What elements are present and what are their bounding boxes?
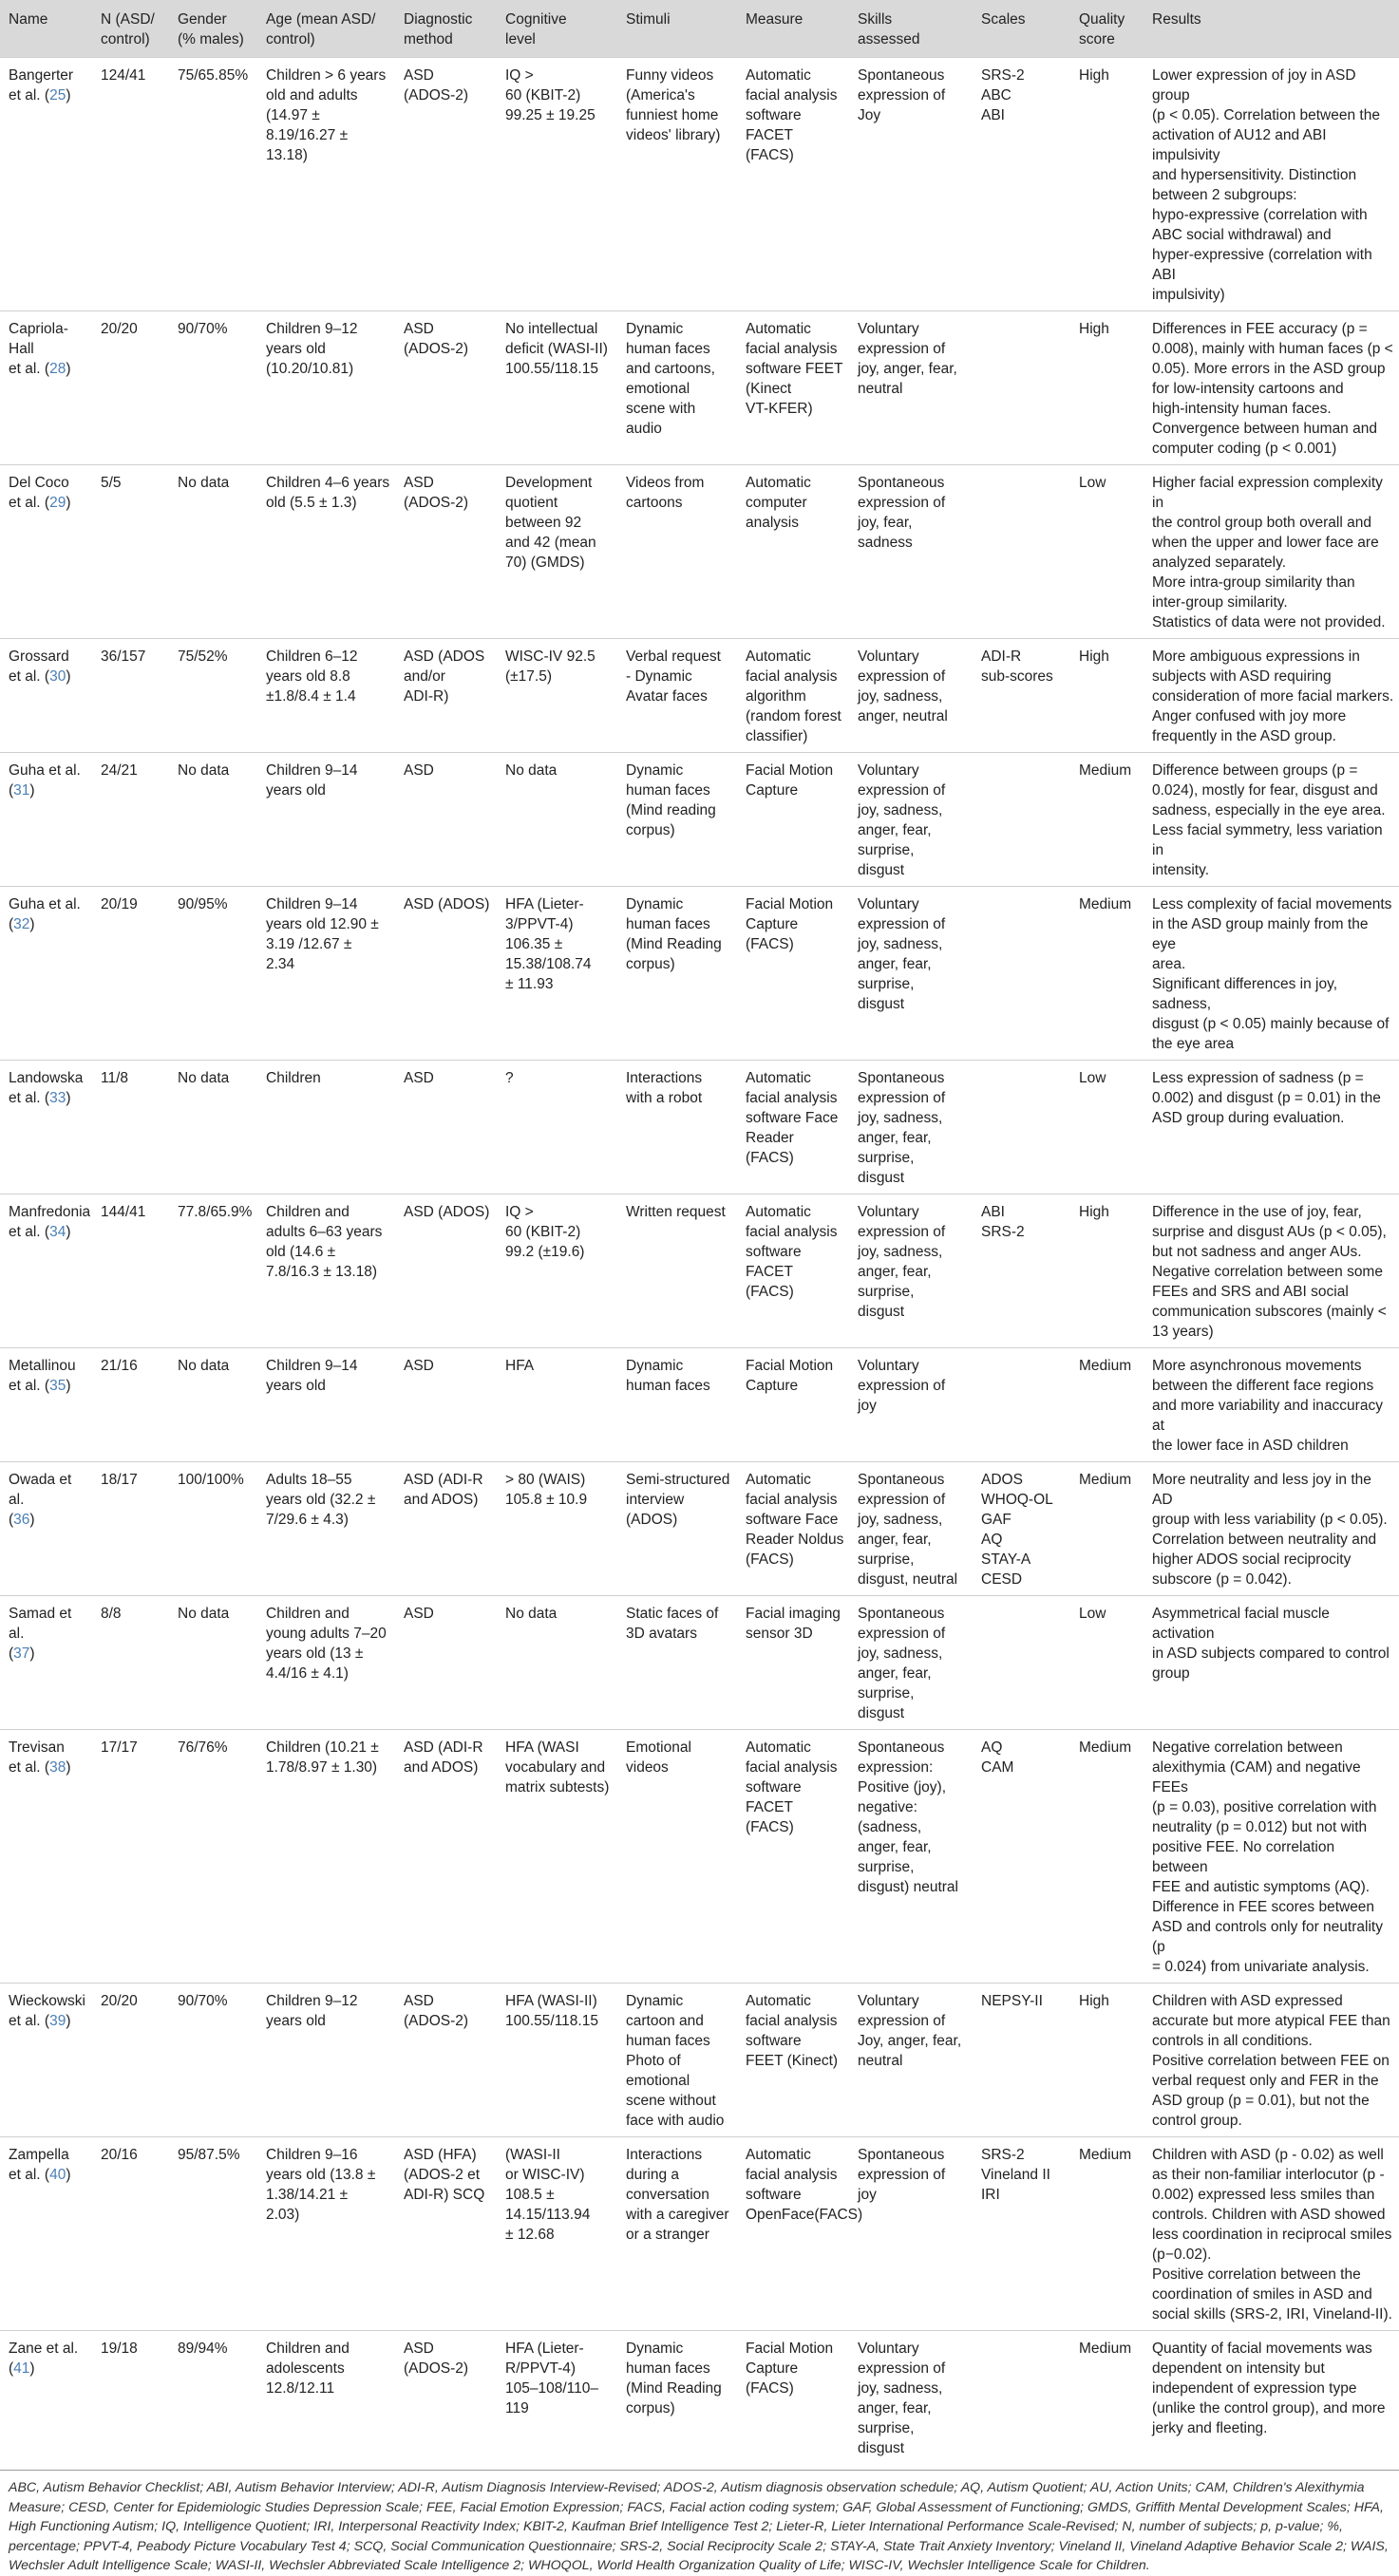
- cell-skills-assessed: Voluntary expression of joy, sadness, anger, fear, surprise, disgust: [849, 753, 973, 887]
- cell-scales: [973, 2331, 1070, 2465]
- cell-scales: [973, 887, 1070, 1061]
- author-name-end: ): [29, 1512, 35, 1528]
- cell-cognitive-level: No data: [497, 1596, 617, 1730]
- cell-stimuli: Dynamic human faces: [617, 1348, 737, 1462]
- header-quality-score: Quality score: [1070, 0, 1144, 58]
- author-name: Guha et al. (: [9, 762, 81, 799]
- cell-stimuli: Verbal request - Dynamic Avatar faces: [617, 639, 737, 753]
- cell-gender: 90/70%: [169, 311, 257, 465]
- cell-measure: Automatic facial analysis software FACET (FACS): [737, 1194, 849, 1348]
- cell-stimuli: Interactions during a conversation with a caregiver or a stranger: [617, 2137, 737, 2331]
- cell-gender: No data: [169, 1596, 257, 1730]
- reference-link[interactable]: 29: [49, 495, 66, 511]
- cell-age: Children 9–14 years old: [257, 753, 395, 887]
- author-name-end: ): [66, 2013, 71, 2029]
- cell-age: Children (10.21 ± 1.78/8.97 ± 1.30): [257, 1730, 395, 1984]
- cell-measure: Facial imaging sensor 3D: [737, 1596, 849, 1730]
- cell-gender: 89/94%: [169, 2331, 257, 2465]
- cell-diagnostic-method: ASD (ADOS): [395, 1194, 497, 1348]
- cell-cognitive-level: (WASI-II or WISC-IV) 108.5 ± 14.15/113.94 ± 12.68: [497, 2137, 617, 2331]
- header-age: Age (mean ASD/ control): [257, 0, 395, 58]
- cell-measure: Automatic computer analysis: [737, 465, 849, 639]
- cell-name: [0, 311, 92, 465]
- cell-scales: [973, 1348, 1070, 1462]
- cell-gender: 90/70%: [169, 1984, 257, 2137]
- table-header: [0, 0, 1399, 58]
- cell-stimuli: Static faces of 3D avatars: [617, 1596, 737, 1730]
- cell-gender: 100/100%: [169, 1462, 257, 1596]
- cell-diagnostic-method: ASD (ADOS-2): [395, 2331, 497, 2465]
- cell-cognitive-level: IQ > 60 (KBIT-2) 99.2 (±19.6): [497, 1194, 617, 1348]
- cell-scales: [973, 1596, 1070, 1730]
- cell-scales: [973, 1061, 1070, 1194]
- header-measure: Measure: [737, 0, 849, 58]
- author-name: Metallinou et al. (: [9, 1358, 76, 1394]
- cell-age: Children 9–14 years old: [257, 1348, 395, 1462]
- cell-scales: [973, 753, 1070, 887]
- reference-link[interactable]: 38: [49, 1759, 66, 1776]
- cell-diagnostic-method: ASD: [395, 1348, 497, 1462]
- cell-n: 17/17: [92, 1730, 169, 1984]
- table-body: [0, 58, 1399, 2465]
- cell-gender: 75/52%: [169, 639, 257, 753]
- cell-measure: Facial Motion Capture (FACS): [737, 2331, 849, 2465]
- cell-skills-assessed: Voluntary expression of joy, sadness, anger, fear, surprise, disgust: [849, 2331, 973, 2465]
- cell-skills-assessed: Voluntary expression of joy, sadness, anger, neutral: [849, 639, 973, 753]
- cell-quality-score: Low: [1070, 1596, 1144, 1730]
- author-name-end: ): [29, 2360, 35, 2377]
- table-row: [0, 2331, 1399, 2465]
- cell-measure: Automatic facial analysis software FEET (Kinect): [737, 1984, 849, 2137]
- cell-diagnostic-method: ASD: [395, 1596, 497, 1730]
- cell-quality-score: Low: [1070, 465, 1144, 639]
- cell-skills-assessed: Spontaneous expression of joy, sadness, anger, fear, surprise, disgust, neutral: [849, 1462, 973, 1596]
- cell-diagnostic-method: ASD (ADOS-2): [395, 1984, 497, 2137]
- cell-cognitive-level: HFA (WASI vocabulary and matrix subtests): [497, 1730, 617, 1984]
- table-row: [0, 753, 1399, 887]
- cell-name: [0, 1462, 92, 1596]
- cell-quality-score: Medium: [1070, 1348, 1144, 1462]
- table-row: [0, 1462, 1399, 1596]
- reference-link[interactable]: 31: [13, 782, 30, 799]
- cell-diagnostic-method: ASD (ADOS-2): [395, 465, 497, 639]
- cell-age: Children: [257, 1061, 395, 1194]
- cell-age: Children 6–12 years old 8.8 ±1.8/8.4 ± 1.4: [257, 639, 395, 753]
- cell-n: 20/19: [92, 887, 169, 1061]
- cell-diagnostic-method: ASD (ADOS-2): [395, 311, 497, 465]
- table-row: [0, 465, 1399, 639]
- cell-results: More neutrality and less joy in the AD group with less variability (p < 0.05). Correlation between neutrality and higher ADOS social reciprocity subscore (p = 0.042).: [1144, 1462, 1399, 1596]
- cell-results: More asynchronous movements between the different face regions and more variability and inaccuracy at the lower face in ASD children: [1144, 1348, 1399, 1462]
- cell-measure: Facial Motion Capture: [737, 753, 849, 887]
- cell-n: 11/8: [92, 1061, 169, 1194]
- cell-scales: [973, 311, 1070, 465]
- author-name: Zampella et al. (: [9, 2147, 69, 2183]
- cell-stimuli: Dynamic human faces (Mind Reading corpus): [617, 2331, 737, 2465]
- cell-quality-score: Medium: [1070, 1462, 1144, 1596]
- author-name: Bangerter et al. (: [9, 67, 74, 103]
- cell-age: Children 9–14 years old 12.90 ± 3.19 /12.67 ± 2.34: [257, 887, 395, 1061]
- reference-link[interactable]: 28: [49, 361, 66, 377]
- cell-cognitive-level: WISC-IV 92.5 (±17.5): [497, 639, 617, 753]
- cell-gender: No data: [169, 1348, 257, 1462]
- cell-n: 19/18: [92, 2331, 169, 2465]
- reference-link[interactable]: 37: [13, 1645, 30, 1662]
- table-row: [0, 1730, 1399, 1984]
- cell-n: 20/20: [92, 311, 169, 465]
- cell-measure: Facial Motion Capture (FACS): [737, 887, 849, 1061]
- cell-measure: Automatic facial analysis algorithm (random forest classifier): [737, 639, 849, 753]
- cell-age: Children 9–12 years old: [257, 1984, 395, 2137]
- cell-skills-assessed: Spontaneous expression of joy, sadness, anger, fear, surprise, disgust: [849, 1596, 973, 1730]
- cell-results: Less expression of sadness (p = 0.002) and disgust (p = 0.01) in the ASD group during evaluation.: [1144, 1061, 1399, 1194]
- cell-measure: Automatic facial analysis software OpenFace(FACS): [737, 2137, 849, 2331]
- cell-quality-score: Low: [1070, 1061, 1144, 1194]
- cell-cognitive-level: Development quotient between 92 and 42 (mean 70) (GMDS): [497, 465, 617, 639]
- cell-name: [0, 887, 92, 1061]
- cell-cognitive-level: HFA (Lieter- R/PPVT-4) 105–108/110– 119: [497, 2331, 617, 2465]
- table-row: [0, 1194, 1399, 1348]
- cell-n: 21/16: [92, 1348, 169, 1462]
- reference-link[interactable]: 32: [13, 916, 30, 932]
- header-gender: Gender (% males): [169, 0, 257, 58]
- author-name: Trevisan et al. (: [9, 1739, 65, 1776]
- cell-quality-score: Medium: [1070, 753, 1144, 887]
- cell-measure: Automatic facial analysis software FACET (FACS): [737, 1730, 849, 1984]
- cell-skills-assessed: Spontaneous expression of joy: [849, 2137, 973, 2331]
- author-name: Samad et al. (: [9, 1606, 72, 1662]
- cell-n: 8/8: [92, 1596, 169, 1730]
- author-name-end: ): [66, 1759, 71, 1776]
- cell-scales: ADOS WHOQ-OL GAF AQ STAY-A CESD: [973, 1462, 1070, 1596]
- cell-skills-assessed: Voluntary expression of joy, sadness, anger, fear, surprise, disgust: [849, 1194, 973, 1348]
- cell-cognitive-level: No intellectual deficit (WASI-II) 100.55/118.15: [497, 311, 617, 465]
- cell-n: 144/41: [92, 1194, 169, 1348]
- cell-n: 36/157: [92, 639, 169, 753]
- header-cognitive-level: Cognitive level: [497, 0, 617, 58]
- cell-stimuli: Semi-structured interview (ADOS): [617, 1462, 737, 1596]
- header-n: N (ASD/ control): [92, 0, 169, 58]
- reference-link[interactable]: 39: [49, 2013, 66, 2029]
- header-scales: Scales: [973, 0, 1070, 58]
- cell-name: [0, 1194, 92, 1348]
- cell-diagnostic-method: ASD (ADOS and/or ADI-R): [395, 639, 497, 753]
- cell-measure: Automatic facial analysis software Face Reader (FACS): [737, 1061, 849, 1194]
- cell-stimuli: Dynamic human faces (Mind Reading corpus): [617, 887, 737, 1061]
- cell-scales: [973, 465, 1070, 639]
- cell-quality-score: High: [1070, 58, 1144, 311]
- cell-age: Children 9–12 years old (10.20/10.81): [257, 311, 395, 465]
- cell-diagnostic-method: ASD: [395, 753, 497, 887]
- cell-scales: ABI SRS-2: [973, 1194, 1070, 1348]
- author-name: Guha et al. (: [9, 896, 81, 932]
- author-name: Manfredonia et al. (: [9, 1204, 91, 1240]
- cell-skills-assessed: Voluntary expression of Joy, anger, fear, neutral: [849, 1984, 973, 2137]
- cell-measure: Facial Motion Capture: [737, 1348, 849, 1462]
- cell-n: 18/17: [92, 1462, 169, 1596]
- cell-cognitive-level: > 80 (WAIS) 105.8 ± 10.9: [497, 1462, 617, 1596]
- table-row: [0, 311, 1399, 465]
- cell-n: 124/41: [92, 58, 169, 311]
- cell-name: [0, 1348, 92, 1462]
- cell-results: Higher facial expression complexity in the control group both overall and when the upper and lower face are analyzed separately. More intra-group similarity than inter-group similarity. Statistics of data were not provided.: [1144, 465, 1399, 639]
- header-diagnostic-method: Diagnostic method: [395, 0, 497, 58]
- cell-n: 20/16: [92, 2137, 169, 2331]
- cell-scales: ADI-R sub-scores: [973, 639, 1070, 753]
- cell-gender: No data: [169, 753, 257, 887]
- cell-quality-score: High: [1070, 1984, 1144, 2137]
- cell-name: [0, 753, 92, 887]
- cell-results: Differences in FEE accuracy (p = 0.008), mainly with human faces (p < 0.05). More errors in the ASD group for low-intensity cartoons and high-intensity human faces. Convergence between human and computer coding (p < 0.001): [1144, 311, 1399, 465]
- cell-skills-assessed: Spontaneous expression of joy, fear, sadness: [849, 465, 973, 639]
- cell-diagnostic-method: ASD: [395, 1061, 497, 1194]
- cell-diagnostic-method: ASD (ADI-R and ADOS): [395, 1730, 497, 1984]
- cell-gender: 77.8/65.9%: [169, 1194, 257, 1348]
- cell-cognitive-level: No data: [497, 753, 617, 887]
- cell-stimuli: Written request: [617, 1194, 737, 1348]
- cell-diagnostic-method: ASD (ADOS-2): [395, 58, 497, 311]
- author-name-end: ): [66, 1090, 71, 1106]
- cell-diagnostic-method: ASD (HFA) (ADOS-2 et ADI-R) SCQ: [395, 2137, 497, 2331]
- cell-name: [0, 1596, 92, 1730]
- cell-results: Difference in the use of joy, fear, surprise and disgust AUs (p < 0.05), but not sadness and anger AUs. Negative correlation between some FEEs and SRS and ABI social communication subscores (mainly < 13 years): [1144, 1194, 1399, 1348]
- header-results: Results: [1144, 0, 1399, 58]
- cell-name: [0, 2137, 92, 2331]
- cell-stimuli: Dynamic human faces and cartoons, emotional scene with audio: [617, 311, 737, 465]
- cell-name: [0, 465, 92, 639]
- author-name-end: ): [66, 1378, 71, 1394]
- cell-diagnostic-method: ASD (ADI-R and ADOS): [395, 1462, 497, 1596]
- table-row: [0, 1596, 1399, 1730]
- cell-skills-assessed: Voluntary expression of joy: [849, 1348, 973, 1462]
- author-name: Del Coco et al. (: [9, 475, 69, 511]
- cell-results: Lower expression of joy in ASD group (p < 0.05). Correlation between the activation of AU12 and ABI impulsivity and hypersensitivity. Distinction between 2 subgroups: hypo-expressive (correlation with ABC social withdrawal) and hyper-expressive (correlation with ABI impulsivity): [1144, 58, 1399, 311]
- cell-cognitive-level: ?: [497, 1061, 617, 1194]
- author-name-end: ): [66, 668, 71, 685]
- cell-cognitive-level: IQ > 60 (KBIT-2) 99.25 ± 19.25: [497, 58, 617, 311]
- cell-scales: SRS-2 Vineland II IRI: [973, 2137, 1070, 2331]
- table-row: [0, 887, 1399, 1061]
- reference-link[interactable]: 30: [49, 668, 66, 685]
- author-name-end: ): [66, 1224, 71, 1240]
- cell-skills-assessed: Spontaneous expression: Positive (joy), negative: (sadness, anger, fear, surprise, disgust) neutral: [849, 1730, 973, 1984]
- cell-stimuli: Dynamic human faces (Mind reading corpus): [617, 753, 737, 887]
- cell-gender: 95/87.5%: [169, 2137, 257, 2331]
- cell-age: Children and adolescents 12.8/12.11: [257, 2331, 395, 2465]
- cell-gender: No data: [169, 465, 257, 639]
- author-name-end: ): [29, 782, 35, 799]
- cell-results: Children with ASD expressed accurate but more atypical FEE than controls in all conditions. Positive correlation between FEE on verbal request only and FER in the ASD group (p = 0.01), but not the control group.: [1144, 1984, 1399, 2137]
- author-name-end: ): [66, 2167, 71, 2183]
- cell-results: Difference between groups (p = 0.024), mostly for fear, disgust and sadness, especially in the eye area. Less facial symmetry, less variation in intensity.: [1144, 753, 1399, 887]
- reference-link[interactable]: 41: [13, 2360, 30, 2377]
- cell-gender: 90/95%: [169, 887, 257, 1061]
- cell-gender: 75/65.85%: [169, 58, 257, 311]
- cell-n: 5/5: [92, 465, 169, 639]
- cell-results: Quantity of facial movements was dependent on intensity but independent of expression type (unlike the control group), and more jerky and fleeting.: [1144, 2331, 1399, 2465]
- cell-results: Asymmetrical facial muscle activation in ASD subjects compared to control group: [1144, 1596, 1399, 1730]
- cell-age: Children 4–6 years old (5.5 ± 1.3): [257, 465, 395, 639]
- cell-age: Children and adults 6–63 years old (14.6 ± 7.8/16.3 ± 13.18): [257, 1194, 395, 1348]
- cell-gender: No data: [169, 1061, 257, 1194]
- reference-link[interactable]: 40: [49, 2167, 66, 2183]
- cell-quality-score: High: [1070, 1194, 1144, 1348]
- cell-name: [0, 639, 92, 753]
- author-name-end: ): [66, 495, 71, 511]
- cell-name: [0, 1984, 92, 2137]
- cell-cognitive-level: HFA: [497, 1348, 617, 1462]
- author-name: Landowska et al. (: [9, 1070, 84, 1106]
- author-name: Wieckowski et al. (: [9, 1993, 85, 2029]
- cell-stimuli: Interactions with a robot: [617, 1061, 737, 1194]
- cell-results: Less complexity of facial movements in the ASD group mainly from the eye area. Significant differences in joy, sadness, disgust (p < 0.05) mainly because of the eye area: [1144, 887, 1399, 1061]
- cell-quality-score: Medium: [1070, 1730, 1144, 1984]
- cell-skills-assessed: Voluntary expression of joy, sadness, anger, fear, surprise, disgust: [849, 887, 973, 1061]
- cell-measure: Automatic facial analysis software FACET (FACS): [737, 58, 849, 311]
- cell-stimuli: Videos from cartoons: [617, 465, 737, 639]
- cell-name: [0, 58, 92, 311]
- cell-skills-assessed: Spontaneous expression of Joy: [849, 58, 973, 311]
- cell-skills-assessed: Voluntary expression of joy, anger, fear, neutral: [849, 311, 973, 465]
- reference-link[interactable]: 25: [49, 87, 66, 103]
- cell-age: Children and young adults 7–20 years old (13 ± 4.4/16 ± 4.1): [257, 1596, 395, 1730]
- author-name-end: ): [29, 1645, 35, 1662]
- reference-link[interactable]: 35: [49, 1378, 66, 1394]
- cell-measure: Automatic facial analysis software Face Reader Noldus (FACS): [737, 1462, 849, 1596]
- cell-scales: AQ CAM: [973, 1730, 1070, 1984]
- reference-link[interactable]: 33: [49, 1090, 66, 1106]
- header-row: [0, 0, 1399, 58]
- author-name: Capriola-Hall et al. (: [9, 321, 68, 377]
- author-name: Zane et al. (: [9, 2341, 79, 2377]
- cell-measure: Automatic facial analysis software FEET (Kinect VT-KFER): [737, 311, 849, 465]
- table-row: [0, 1984, 1399, 2137]
- reference-link[interactable]: 36: [13, 1512, 30, 1528]
- cell-quality-score: High: [1070, 311, 1144, 465]
- cell-quality-score: High: [1070, 639, 1144, 753]
- cell-scales: SRS-2 ABC ABI: [973, 58, 1070, 311]
- cell-quality-score: Medium: [1070, 2331, 1144, 2465]
- cell-quality-score: Medium: [1070, 2137, 1144, 2331]
- cell-name: [0, 1061, 92, 1194]
- cell-stimuli: Dynamic cartoon and human faces Photo of emotional scene without face with audio: [617, 1984, 737, 2137]
- cell-quality-score: Medium: [1070, 887, 1144, 1061]
- cell-gender: 76/76%: [169, 1730, 257, 1984]
- table-row: [0, 639, 1399, 753]
- cell-stimuli: Funny videos (America's funniest home videos' library): [617, 58, 737, 311]
- cell-age: Children 9–16 years old (13.8 ± 1.38/14.21 ± 2.03): [257, 2137, 395, 2331]
- cell-diagnostic-method: ASD (ADOS): [395, 887, 497, 1061]
- cell-n: 24/21: [92, 753, 169, 887]
- cell-skills-assessed: Spontaneous expression of joy, sadness, anger, fear, surprise, disgust: [849, 1061, 973, 1194]
- cell-cognitive-level: HFA (Lieter- 3/PPVT-4) 106.35 ± 15.38/108.74 ± 11.93: [497, 887, 617, 1061]
- cell-results: Children with ASD (p - 0.02) as well as their non-familiar interlocutor (p - 0.002) expressed less smiles than controls. Children with ASD showed less coordination in reciprocal smiles (p−0.02). Positive correlation between the coordination of smiles in ASD and social skills (SRS-2, IRI, Vineland-II).: [1144, 2137, 1399, 2331]
- cell-age: Children > 6 years old and adults (14.97 ± 8.19/16.27 ± 13.18): [257, 58, 395, 311]
- reference-link[interactable]: 34: [49, 1224, 66, 1240]
- cell-results: More ambiguous expressions in subjects with ASD requiring consideration of more facial markers. Anger confused with joy more frequently in the ASD group.: [1144, 639, 1399, 753]
- table-row: [0, 2137, 1399, 2331]
- header-stimuli: Stimuli: [617, 0, 737, 58]
- table-footnote: ABC, Autism Behavior Checklist; ABI, Autism Behavior Interview; ADI-R, Autism Diagnosis Interview-Revised; ADOS-2, Autism diagnosis observation schedule; AQ, Autism Quotient; AU, Action Units; CAM, Children's Alexithymia Measure; CESD, Center for Epidemiologic Studies Depression Scale; FEE, Facial Emotion Expression; FACS, Facial action coding system; GAF, Global Assessment of Functioning; GMDS, Griffith Mental Development Scales; HFA, High Functioning Autism; IQ, Intelligence Quotient; IRI, Interpersonal Reactivity Index; KBIT-2, Kaufman Brief Intelligence Test 2; Lieter-R, Lieter International Performance Scale-Revised; N, number of subjects; p, p-value; %, percentage; PPVT-4, Peabody Picture Vocabulary Test 4; SCQ, Social Communication Questionnaire; SRS-2, Social Reciprocity Scale 2; STAY-A, State Trait Anxiety Inventory; Vineland II, Vineland Adaptive Behavior Scale 2; WAIS, Wechsler Adult Intelligence Scale; WASI-II, Wechsler Abbreviated Scale Intelligence 2; WHOQOL, World Health Organization Quality of Life; WISC-IV, Wechsler Intelligence Scale for Children.: [0, 2470, 1399, 2576]
- cell-name: [0, 2331, 92, 2465]
- author-name-end: ): [66, 361, 71, 377]
- cell-scales: NEPSY-II: [973, 1984, 1070, 2137]
- author-name: Owada et al. (: [9, 1472, 72, 1528]
- author-name-end: ): [66, 87, 71, 103]
- author-name-end: ): [29, 916, 35, 932]
- cell-results: Negative correlation between alexithymia (CAM) and negative FEEs (p = 0.03), positive correlation with neutrality (p = 0.012) but not with positive FEE. No correlation between FEE and autistic symptoms (AQ). Difference in FEE scores between ASD and controls only for neutrality (p = 0.024) from univariate analysis.: [1144, 1730, 1399, 1984]
- cell-n: 20/20: [92, 1984, 169, 2137]
- table-row: [0, 58, 1399, 311]
- author-name: Grossard et al. (: [9, 649, 69, 685]
- table-row: [0, 1348, 1399, 1462]
- table-row: [0, 1061, 1399, 1194]
- header-name: Name: [0, 0, 92, 58]
- cell-name: [0, 1730, 92, 1984]
- cell-age: Adults 18–55 years old (32.2 ± 7/29.6 ± 4.3): [257, 1462, 395, 1596]
- cell-cognitive-level: HFA (WASI-II) 100.55/118.15: [497, 1984, 617, 2137]
- cell-stimuli: Emotional videos: [617, 1730, 737, 1984]
- header-skills-assessed: Skills assessed: [849, 0, 973, 58]
